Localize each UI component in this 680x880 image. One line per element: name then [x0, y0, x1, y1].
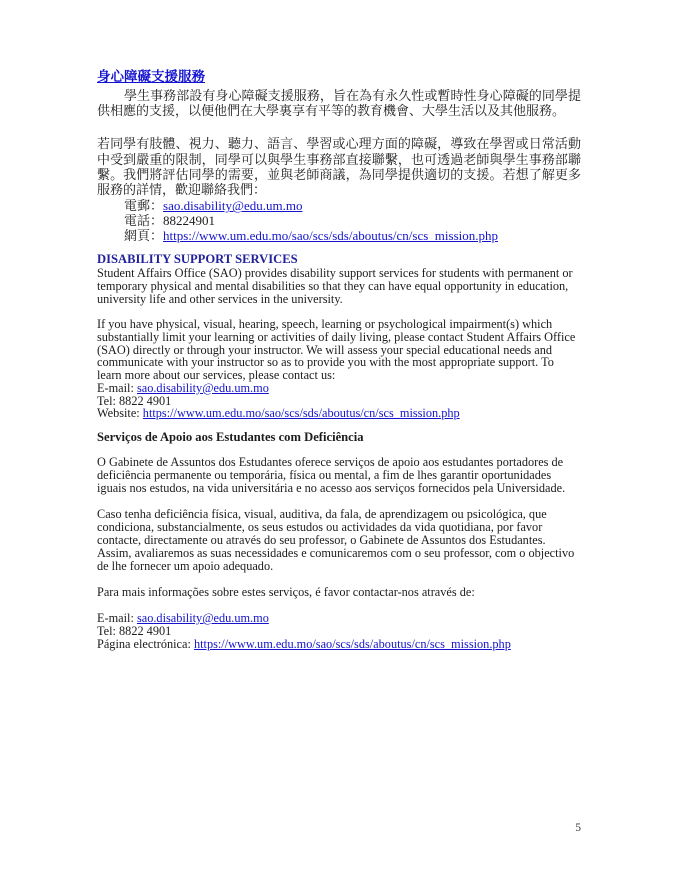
en-email-label: E-mail:: [97, 380, 137, 395]
zh-section-title: 身心障礙支援服務: [97, 69, 205, 84]
pt-section-title: Serviços de Apoio aos Estudantes com Deficiência: [97, 429, 364, 444]
page-number: 5: [575, 822, 581, 834]
pt-website-link[interactable]: https://www.um.edu.mo/sao/scs/sds/aboutus/cn/scs_mission.php: [193, 636, 511, 651]
section-english: [97, 253, 581, 420]
pt-tel-value: Tel: 8822 4901: [97, 623, 172, 638]
zh-website-label: 網頁：: [124, 228, 164, 244]
en-intro-paragraph: Student Affairs Office (SAO) provides disability support services for students with permanent or temporary physical and mental disabilities so that they can have equal opportunity in education, university life and other services in the university.: [97, 266, 573, 306]
zh-tel-line: [124, 213, 581, 228]
zh-email-link[interactable]: sao.disability@edu.um.mo: [163, 198, 303, 214]
pt-website-line: [97, 638, 581, 651]
section-chinese: [97, 69, 581, 243]
en-tel-value: Tel: 8822 4901: [97, 393, 172, 408]
pt-detail-paragraph: Caso tenha deficiência física, visual, auditiva, da fala, de aprendizagem ou psicológica, que condiciona, substancialmente, os seus estudos ou actividades da vida quotidiana, por favor contacte, directamente ou através do seu professor, o Gabinete de Assuntos dos Estudantes. Assim, avaliaremos as suas necessidades e comunicaremos com o seu professor, com o objectivo de lhe fornecer um apoio adequado.: [97, 506, 575, 573]
en-detail-paragraph: If you have physical, visual, hearing, speech, learning or psychological impairment(s) which substantially limit your learning or activities of daily living, please contact Student Affairs Office (SAO) directly or through your instructor. We will assess your special educational needs and communicate with your instructor so as to provide you with the most appropriate support. To learn more about our services, please contact us:: [97, 317, 576, 383]
en-website-line: [97, 407, 581, 420]
zh-tel-label: 電話：: [124, 213, 164, 229]
en-section-title: DISABILITY SUPPORT SERVICES: [97, 252, 298, 267]
pt-email-link[interactable]: sao.disability@edu.um.mo: [136, 610, 269, 625]
pt-website-label: Página electrónica:: [97, 636, 194, 651]
en-website-link[interactable]: https://www.um.edu.mo/sao/scs/sds/aboutus/cn/scs_mission.php: [142, 406, 460, 421]
zh-website-link[interactable]: https://www.um.edu.mo/sao/scs/sds/aboutus/cn/scs_mission.php: [163, 228, 499, 244]
zh-detail-paragraph: 若同學有肢體、視力、聽力、語言、學習或心理方面的障礙，導致在學習或日常活動中受到嚴重的限制，同學可以與學生事務部直接聯繫，也可透過老師與學生事務部聯繫。我們將評估同學的需要，並與老師商議，為同學提供適切的支援。若想了解更多服務的詳情，歡迎聯絡我們：: [97, 136, 581, 198]
section-portuguese: [97, 431, 581, 651]
en-email-link[interactable]: sao.disability@edu.um.mo: [136, 380, 269, 395]
zh-website-line: [124, 228, 581, 243]
pt-contact-block: [97, 612, 581, 651]
zh-email-label: 電郵：: [124, 198, 164, 214]
zh-contact-block: [124, 198, 581, 243]
pt-more-info-paragraph: Para mais informações sobre estes serviços, é favor contactar-nos através de:: [97, 584, 475, 599]
pt-email-label: E-mail:: [97, 610, 137, 625]
pt-intro-paragraph: O Gabinete de Assuntos dos Estudantes oferece serviços de apoio aos estudantes portadores de deficiência permanente ou temporária, física ou mental, a fim de lhes garantir oportunidades iguais nos estudos, na vida universitária e no acesso aos serviços fornecidos pela Universidade.: [97, 454, 566, 495]
zh-tel-value: 88224901: [163, 213, 216, 229]
zh-intro-paragraph: 學生事務部設有身心障礙支援服務，旨在為有永久性或暫時性身心障礙的同學提供相應的支援，以便他們在大學裏享有平等的教育機會、大學生活以及其他服務。: [97, 88, 581, 119]
en-website-label: Website:: [97, 406, 143, 421]
document-content: [97, 69, 581, 651]
en-contact-block: [97, 382, 581, 420]
zh-email-line: [124, 198, 581, 213]
